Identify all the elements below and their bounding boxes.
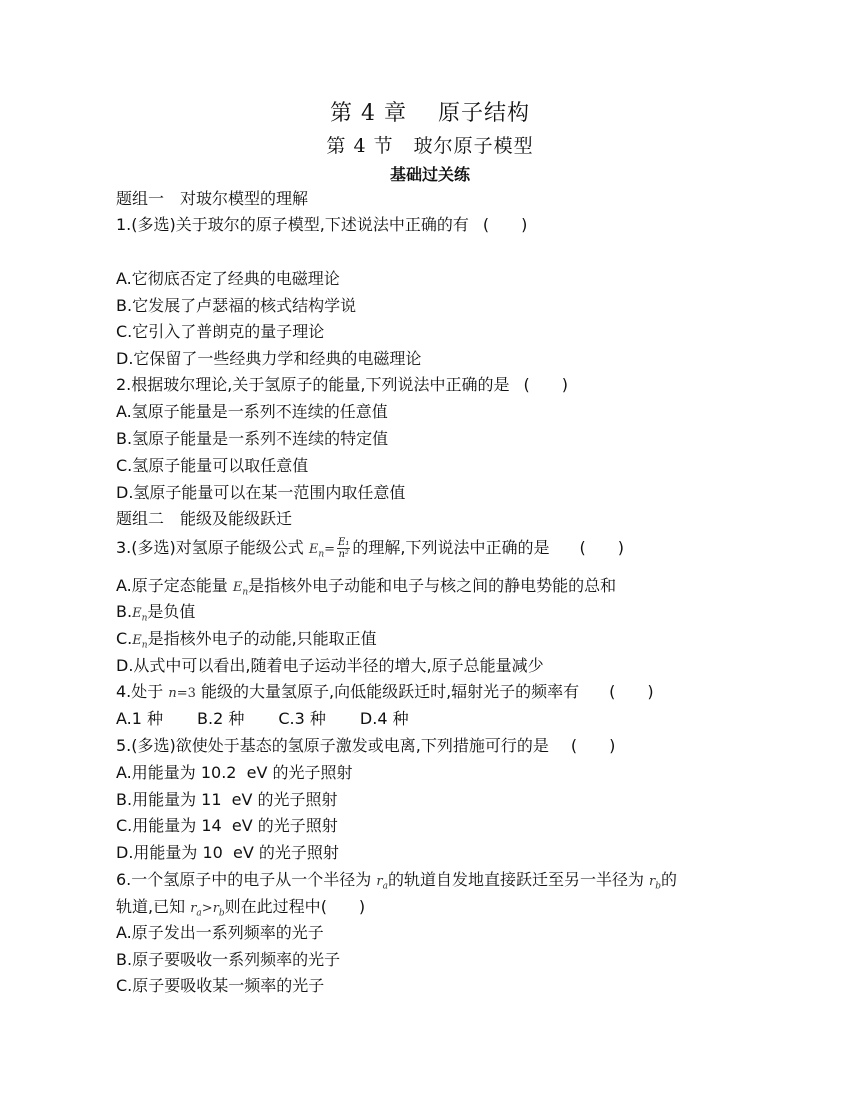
radius-b-symbol: $r_b$: [649, 874, 662, 892]
option-d: D.从式中可以看出,随着电子运动半径的增大,原子总能量减少: [116, 656, 544, 675]
option-c: $C.E_n$是指核外电子的动能,只能取正值: [116, 629, 377, 651]
practice-subtitle: 基础过关练: [389, 165, 470, 184]
option-a: A.氢原子能量是一系列不连续的任意值: [116, 402, 388, 421]
option-d: D.用能量为 10 eV 的光子照射: [116, 843, 339, 862]
option-c: C.它引入了普朗克的量子理论: [116, 322, 325, 341]
answer-blank: ( ): [523, 375, 568, 394]
option-a: A.用能量为 10.2 eV 的光子照射: [116, 763, 353, 782]
answer-blank: ( ): [482, 215, 528, 234]
question-5-stem: [116, 734, 756, 758]
energy-fraction: $\frac{\text{E₁}}{\text{n²}}$: [338, 537, 350, 560]
option-b: B.2 种: [197, 709, 245, 728]
question-1-stem: [116, 213, 756, 237]
energy-symbol: $E_n$: [308, 542, 325, 560]
option-b: B.原子要吸收一系列频率的光子: [116, 950, 341, 969]
option-b: B.氢原子能量是一系列不连续的特定值: [116, 429, 389, 448]
question-2-stem: [116, 373, 756, 397]
equals-sign: =: [324, 542, 336, 557]
option-c: C.氢原子能量可以取任意值: [116, 456, 309, 475]
answer-blank: ( ): [570, 736, 616, 755]
option-a: A.1 种: [116, 709, 164, 728]
question-4-stem: 4.处于 n=3 能级的大量氢原子,向低能级跃迁时,辐射光子的频率有 ( ): [116, 682, 654, 701]
question-3-stem: [116, 536, 756, 567]
group-heading: 题组二 能级及能级跃迁: [116, 509, 293, 528]
chapter-title: 第 4 章 原子结构: [330, 101, 530, 126]
question-text: 1.(多选)关于玻尔的原子模型,下述说法中正确的有: [116, 215, 469, 234]
answer-blank: ( ): [320, 897, 366, 916]
section-title: 第 4 节 玻尔原子模型: [326, 135, 534, 157]
option-d: D.氢原子能量可以在某一范围内取任意值: [116, 483, 406, 502]
quantum-number-symbol: n: [168, 686, 177, 701]
option-b: B.用能量为 11 eV 的光子照射: [116, 790, 338, 809]
option-a: A.它彻底否定了经典的电磁理论: [116, 269, 340, 288]
radius-comparison: $r_a>r_b$: [190, 901, 225, 919]
options-row: [116, 707, 756, 731]
option-a: A.原子发出一系列频率的光子: [116, 923, 324, 942]
answer-blank: ( ): [609, 682, 654, 701]
question-text: 3.(多选)对氢原子能级公式: [116, 538, 309, 557]
question-text: 5.(多选)欲使处于基态的氢原子激发或电离,下列措施可行的是: [116, 736, 549, 755]
option-b: $B.E_n$是负值: [116, 602, 196, 624]
option-c: C.用能量为 14 eV 的光子照射: [116, 816, 338, 835]
question-text: 的理解,下列说法中正确的是: [352, 538, 550, 557]
option-c: C.3 种: [278, 709, 326, 728]
question-6-stem-line2: 轨道,已知 $r_a>r_b$则在此过程中( ): [116, 897, 366, 919]
option-d: D.它保留了一些经典力学和经典的电磁理论: [116, 349, 422, 368]
answer-blank: ( ): [579, 538, 624, 557]
option-b: B.它发展了卢瑟福的核式结构学说: [116, 296, 357, 315]
option-c: C.原子要吸收某一频率的光子: [116, 976, 325, 995]
option-d: D.4 种: [359, 709, 409, 728]
group-heading: 题组一 对玻尔模型的理解: [116, 189, 309, 208]
option-a: A.原子定态能量 $E_n$是指核外电子动能和电子与核之间的静电势能的总和: [116, 576, 617, 598]
radius-a-symbol: $r_a$: [376, 874, 388, 892]
question-6-stem-line1: 6.一个氢原子中的电子从一个半径为 $r_a$的轨道自发地直接跃迁至另一半径为 $r_b$的: [116, 870, 678, 892]
question-text: 2.根据玻尔理论,关于氢原子的能量,下列说法中正确的是: [116, 375, 510, 394]
